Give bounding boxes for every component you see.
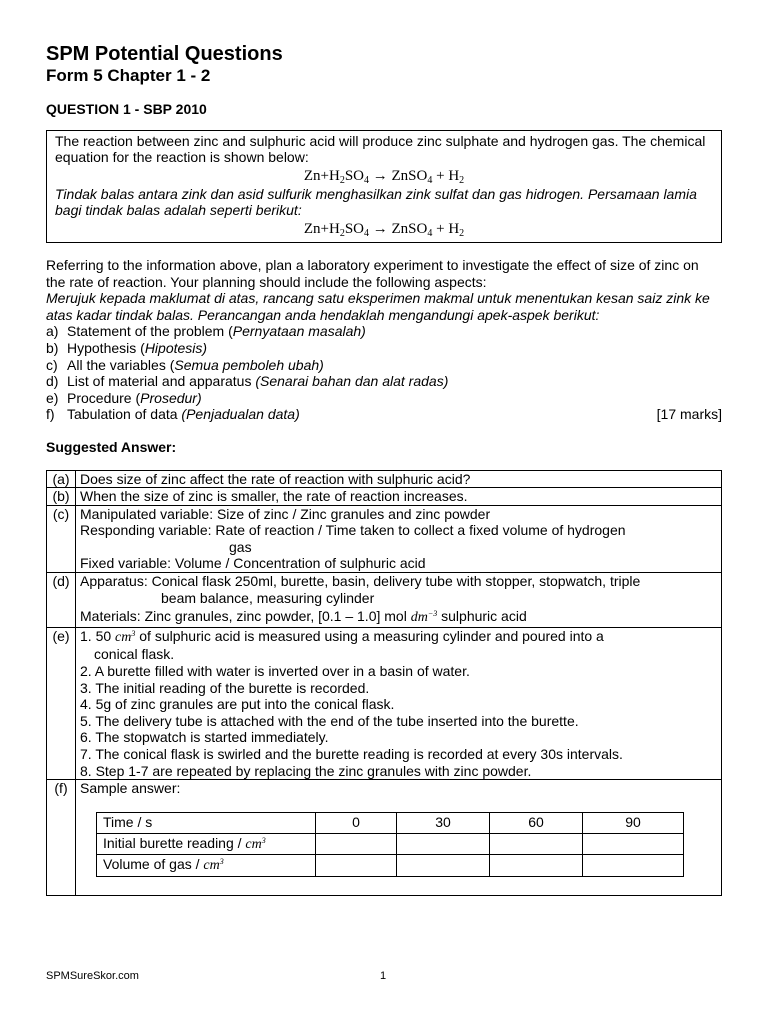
procedure-step: 3. The initial reading of the burette is recorded. [80, 679, 370, 696]
procedure-step: 8. Step 1-7 are repeated by replacing the zinc granules with zinc powder. [80, 762, 532, 779]
suggested-answer-heading: Suggested Answer: [46, 438, 177, 455]
row-label: (c) [47, 505, 76, 572]
answer-a: Does size of zinc affect the rate of reaction with sulphuric acid? [76, 470, 722, 488]
table-row: Initial burette reading / $cm^3$ [97, 833, 684, 855]
list-item: d) List of material and apparatus (Senarai bahan dan alat radas) [46, 373, 449, 390]
table-row [47, 488, 722, 506]
answer-f: Sample answer: Time / s 0 30 60 90 Initial burette reading / $cm^3$ Volume of gas / $cm^3$ [76, 780, 722, 896]
chemical-equation: $Zn+H_2SO_4$ → ZnSO$_4$ + $H_2$ [303, 167, 465, 186]
row-label: (e) [47, 627, 76, 779]
answer-d: Apparatus: Conical flask 250ml, burette, basin, delivery tube with stopper, stopwatch, triple beam balance, measuring cylinder Materials: Zinc granules, zinc powder, [0.1 – 1.0] mol $dm^{-3}$ sulphuric acid [76, 573, 722, 628]
footer-site: SPMSureSkor.com [46, 970, 139, 982]
table-row [47, 470, 722, 488]
table-row: Time / s 0 30 60 90 [97, 812, 684, 833]
list-item: e) Procedure (Prosedur) [46, 389, 202, 406]
document-page [46, 40, 722, 896]
procedure-step: 2. A burette filled with water is inverted over in a basin of water. [80, 663, 470, 680]
list-item: c) All the variables (Semua pemboleh ubah) [46, 356, 324, 373]
task-malay: Merujuk kepada maklumat di atas, rancang satu eksperimen makmal untuk menentukan kesan saiz zink ke atas kadar tindak balas. Perancangan anda hendaklah mengandungi apek-aspek berikut: [46, 290, 710, 323]
question-heading: QUESTION 1 - SBP 2010 [46, 101, 207, 117]
procedure-step: 4. 5g of zinc granules are put into the conical flask. [80, 696, 395, 713]
answer-b: When the size of zinc is smaller, the rate of reaction increases. [76, 488, 722, 506]
table-row: Volume of gas / $cm^3$ [97, 855, 684, 877]
answer-table [46, 470, 722, 896]
question-info-box [46, 130, 722, 243]
page-title: SPM Potential Questions [46, 43, 283, 65]
table-row [47, 505, 722, 572]
list-item: b) Hypothesis (Hipotesis) [46, 339, 208, 356]
list-item: f) Tabulation of data (Penjadualan data) [17 marks] [46, 406, 722, 423]
answer-c: Manipulated variable: Size of zinc / Zinc granules and zinc powder Responding variable: Rate of reaction / Time taken to collect a fixed volume of hydrogen gas Fixed variable: Volume / Concentration of sulphuric acid [76, 505, 722, 572]
row-label: (b) [47, 488, 76, 506]
row-label: (d) [47, 573, 76, 628]
table-row [47, 573, 722, 628]
answer-e: 1. 50 $cm^3$ of sulphuric acid is measured using a measuring cylinder and poured into a conical flask. 2. A burette filled with water is inverted over in a basin of water. 3. The initial reading of the burette is recorded. 4. 5g of zinc granules are put into the conical flask. 5. The delivery tube is attached with the end of the tube inserted into the burette. 6. The stopwatch is started immediately. 7. The conical flask is swirled and the burette reading is recorded at every 30s intervals. 8. Step 1-7 are repeated by replacing the zinc granules with zinc powder. [76, 627, 722, 779]
sample-data-table [96, 812, 684, 877]
procedure-step: 6. The stopwatch is started immediately. [80, 729, 329, 746]
table-row [47, 780, 722, 896]
page-number: 1 [380, 970, 387, 982]
list-item: a) Statement of the problem (Pernyataan masalah) [46, 323, 366, 340]
row-label: (f) [47, 780, 76, 896]
procedure-step: 7. The conical flask is swirled and the burette reading is recorded at every 30s intervals. [80, 746, 623, 762]
task-english: Referring to the information above, plan a laboratory experiment to investigate the effect of size of zinc on the rate of reaction. Your planning should include the following aspects: [46, 256, 699, 290]
row-label: (a) [47, 470, 76, 488]
chemical-equation-malay: $Zn+H_2SO_4$ → ZnSO$_4$ + $H_2$ [303, 220, 465, 239]
aspect-list [46, 323, 722, 423]
procedure-step: 5. The delivery tube is attached with the end of the tube inserted into the burette. [80, 712, 579, 729]
table-row [47, 627, 722, 779]
task-text [46, 257, 722, 423]
marks-label: [17 marks] [656, 406, 722, 423]
page-subtitle: Form 5 Chapter 1 - 2 [46, 66, 211, 85]
intro-malay: Tindak balas antara zink dan asid sulfurik menghasilkan zink sulfat dan gas hidrogen. Persamaan lamia bagi tindak balas adalah seperti berikut: [55, 185, 697, 219]
intro-english: The reaction between zinc and sulphuric acid will produce zinc sulphate and hydrogen gas. The chemical equation for the reaction is shown below: [55, 132, 706, 166]
